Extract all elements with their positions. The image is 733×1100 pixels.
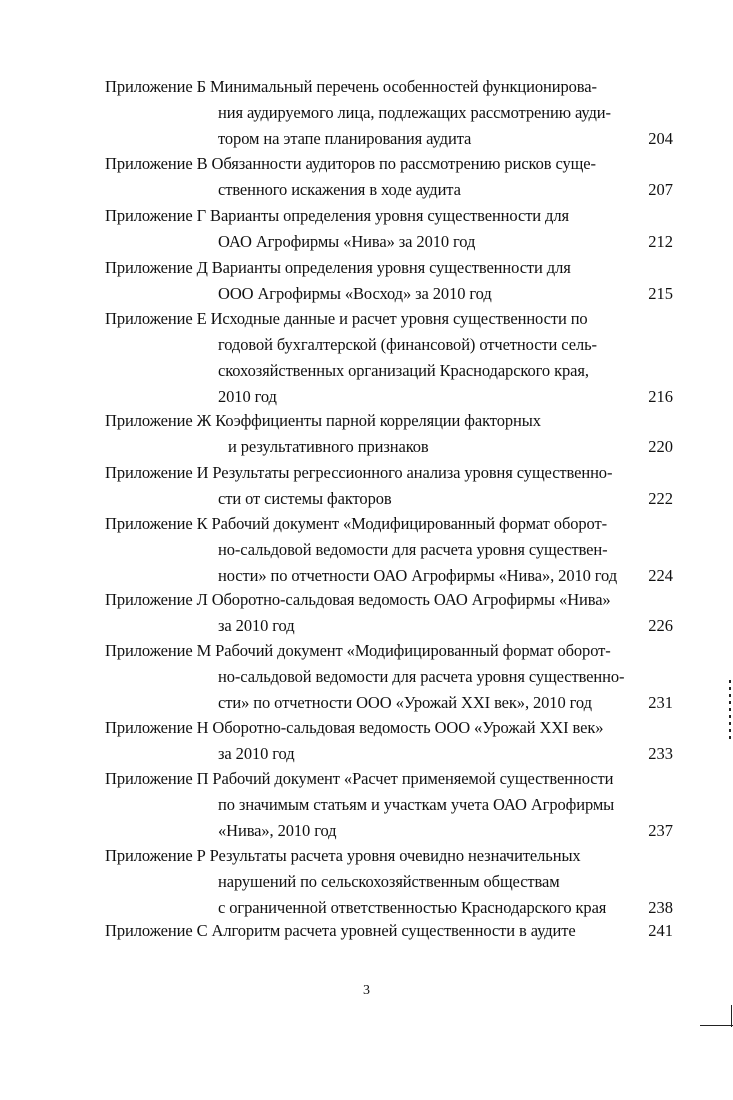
toc-entry-continuation: 2010 год — [218, 387, 277, 406]
toc-page-number: 237 — [648, 821, 673, 840]
toc-page-number: 222 — [648, 489, 673, 508]
toc-entry-title: Приложение П Рабочий документ «Расчет применяемой существенности — [105, 769, 614, 788]
toc-entry-title: Приложение В Обязанности аудиторов по рассмотрению рисков суще- — [105, 154, 596, 173]
toc-entry-continuation: скохозяйственных организаций Краснодарского края, — [218, 361, 589, 380]
toc-entry-continuation: но-сальдовой ведомости для расчета уровня существен- — [218, 540, 608, 559]
page-number: 3 — [363, 983, 370, 998]
toc-page-number: 231 — [648, 693, 673, 712]
toc-entry-title: Приложение Д Варианты определения уровня существенности для — [105, 258, 571, 277]
toc-entry-continuation: «Нива», 2010 год — [218, 821, 337, 840]
toc-entry-continuation: ООО Агрофирмы «Восход» за 2010 год — [218, 284, 492, 303]
toc-page-number: 226 — [648, 616, 673, 635]
toc-page-number: 207 — [648, 180, 673, 199]
toc-entry-title: Приложение Г Варианты определения уровня существенности для — [105, 206, 569, 225]
toc-entry-title: Приложение Н Оборотно-сальдовая ведомость ООО «Урожай XXI век» — [105, 718, 604, 737]
toc-entry-continuation: сти от системы факторов — [218, 489, 392, 508]
toc-page-number: 224 — [648, 566, 673, 585]
toc-page-number: 241 — [648, 921, 673, 940]
toc-entry-continuation: за 2010 год — [218, 616, 295, 635]
toc-page-number: 233 — [648, 744, 673, 763]
toc-entry-title: Приложение К Рабочий документ «Модифицированный формат оборот- — [105, 514, 607, 533]
toc-entry-title: Приложение С Алгоритм расчета уровней существенности в аудите — [105, 921, 576, 940]
toc-page-number: 212 — [648, 232, 673, 251]
toc-entry-continuation: сти» по отчетности ООО «Урожай XXI век», 2010 год — [218, 693, 592, 712]
toc-entry-title: Приложение И Результаты регрессионного анализа уровня существенно- — [105, 463, 613, 482]
toc-page-number: 204 — [648, 129, 673, 148]
toc-page-number: 238 — [648, 898, 673, 917]
toc-entry-title: Приложение Р Результаты расчета уровня очевидно незначительных — [105, 846, 581, 865]
toc-entry-title: Приложение Б Минимальный перечень особенностей функционирова- — [105, 77, 597, 96]
toc-page-number: 215 — [648, 284, 673, 303]
toc-page-number: 220 — [648, 437, 673, 456]
toc-entry-continuation: за 2010 год — [218, 744, 295, 763]
scan-edge-mark — [731, 1005, 732, 1027]
toc-entry-title: Приложение М Рабочий документ «Модифицированный формат оборот- — [105, 641, 611, 660]
toc-entry-continuation: ния аудируемого лица, подлежащих рассмотрению ауди- — [218, 103, 611, 122]
scan-edge-mark — [700, 1025, 733, 1026]
toc-entry-continuation: нарушений по сельскохозяйственным обществам — [218, 872, 560, 891]
toc-entry-continuation: но-сальдовой ведомости для расчета уровня существенно- — [218, 667, 625, 686]
toc-entry-continuation: ОАО Агрофирмы «Нива» за 2010 год — [218, 232, 476, 251]
scan-edge-mark — [729, 680, 731, 740]
toc-entry-continuation: с ограниченной ответственностью Краснодарского края — [218, 898, 607, 917]
toc-entry-continuation: тором на этапе планирования аудита — [218, 129, 472, 148]
toc-entry-continuation: ности» по отчетности ОАО Агрофирмы «Нива», 2010 год — [218, 566, 618, 585]
toc-entry-title: Приложение Л Оборотно-сальдовая ведомость ОАО Агрофирмы «Нива» — [105, 590, 611, 609]
toc-page-number: 216 — [648, 387, 673, 406]
toc-entry-continuation: годовой бухгалтерской (финансовой) отчетности сель- — [218, 335, 597, 354]
toc-entry-continuation: ственного искажения в ходе аудита — [218, 180, 461, 199]
toc-entry-continuation: и результативного признаков — [228, 437, 429, 456]
toc-entry-title: Приложение Е Исходные данные и расчет уровня существенности по — [105, 309, 588, 328]
toc-entry-continuation: по значимым статьям и участкам учета ОАО Агрофирмы — [218, 795, 615, 814]
toc-entry-title: Приложение Ж Коэффициенты парной корреляции факторных — [105, 411, 541, 430]
